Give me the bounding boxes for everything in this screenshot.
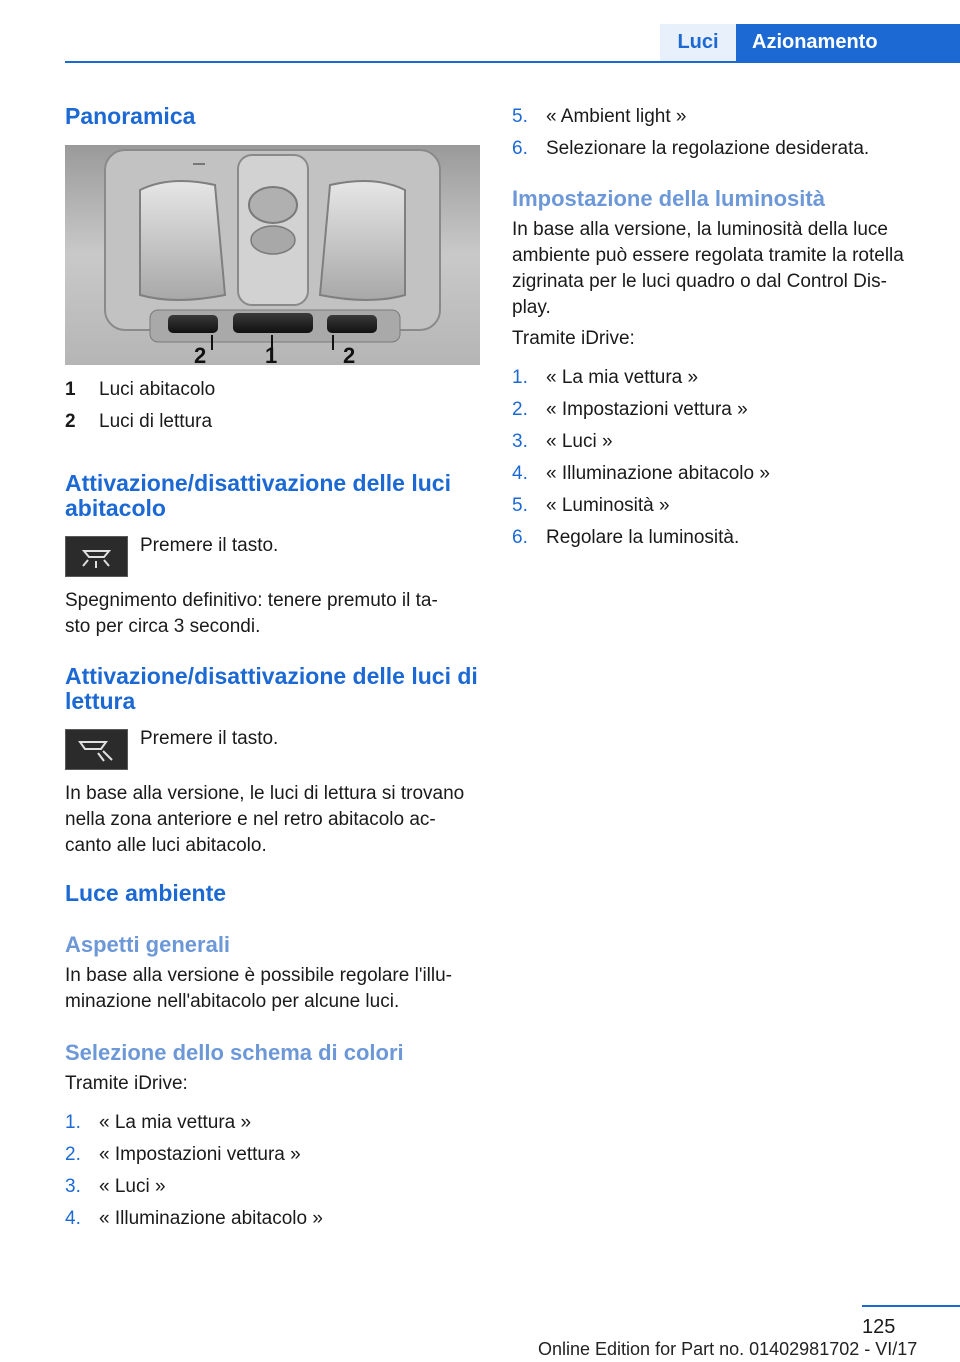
reading-light-para-line1: In base alla versione, le luci di lettura si trovano <box>65 783 465 804</box>
brightness-line4: play. <box>512 297 551 318</box>
reading-light-para-line3: canto alle luci abitacolo. <box>65 835 267 856</box>
cabin-lights-heading-line1: Attivazione/disattivazione delle luci <box>65 470 451 496</box>
photo-label-left: 2 <box>194 343 207 365</box>
general-aspects-heading: Aspetti generali <box>65 932 231 957</box>
page-number: 125 <box>862 1316 896 1338</box>
legend-text: Luci di lettura <box>99 411 213 432</box>
brightness-intro: Tramite iDrive: <box>512 328 635 349</box>
brightness-steps <box>512 365 952 557</box>
general-aspects-line1: In base alla versione è possibile regolare l'illu- <box>65 965 453 986</box>
header-chapter-tab: Azionamento <box>736 24 960 61</box>
dome-light-icon <box>66 537 127 576</box>
list-item: 1. « La mia vettura » <box>65 1112 252 1133</box>
photo-label-right: 2 <box>343 343 356 365</box>
list-item: 2. « Impostazioni vettura » <box>65 1144 301 1165</box>
list-item: 6. Selezionare la regolazione desiderata. <box>512 138 870 159</box>
cabin-lights-heading-line2: abitacolo <box>65 495 166 521</box>
reading-lights-heading-line2: lettura <box>65 688 136 714</box>
ceiling-light-panel-photo <box>65 145 480 365</box>
photo-label-center: 1 <box>265 343 278 365</box>
color-scheme-intro: Tramite iDrive: <box>65 1073 188 1094</box>
legend-text: Luci abitacolo <box>99 379 216 400</box>
list-item: 4. « Illuminazione abitacolo » <box>512 463 770 484</box>
list-item: 1. « La mia vettura » <box>512 367 699 388</box>
brightness-line1: In base alla versione, la luminosità della luce <box>512 219 888 240</box>
header-section-tab: Luci <box>660 24 736 61</box>
reading-light-button-icon <box>65 729 128 770</box>
brightness-heading: Impostazione della luminosità <box>512 186 825 211</box>
list-item: 6. Regolare la luminosità. <box>512 527 740 548</box>
list-item: 5. « Ambient light » <box>512 106 687 127</box>
ambient-light-heading: Luce ambiente <box>65 880 227 906</box>
panoramica-heading: Panoramica <box>65 103 196 129</box>
brightness-line3: zigrinata per le luci quadro o dal Control Dis- <box>512 271 887 292</box>
reading-light-instruction: Premere il tasto. <box>140 728 279 749</box>
reading-light-para-line2: nella zona anteriore e nel retro abitacolo ac- <box>65 809 436 830</box>
cabin-light-para-line1: Spegnimento definitivo: tenere premuto il ta- <box>65 590 438 611</box>
color-scheme-heading: Selezione dello schema di colori <box>65 1040 404 1065</box>
list-item: 2. « Impostazioni vettura » <box>512 399 748 420</box>
color-scheme-steps-continued <box>512 104 952 168</box>
cabin-light-instruction: Premere il tasto. <box>140 535 279 556</box>
reading-light-icon <box>66 730 127 769</box>
list-item: 3. « Luci » <box>512 431 613 452</box>
legend-number: 1 <box>65 379 76 400</box>
color-scheme-steps <box>65 1110 485 1238</box>
general-aspects-line2: minazione nell'abitacolo per alcune luci. <box>65 991 400 1012</box>
reading-lights-heading-line1: Attivazione/disattivazione delle luci di <box>65 663 478 689</box>
cabin-light-para-line2: sto per circa 3 secondi. <box>65 616 261 637</box>
brightness-line2: ambiente può essere regolata tramite la rotella <box>512 245 904 266</box>
edition-footer: Online Edition for Part no. 01402981702 - VI/17 <box>538 1339 918 1359</box>
legend-number: 2 <box>65 411 76 432</box>
list-item: 5. « Luminosità » <box>512 495 670 516</box>
list-item: 3. « Luci » <box>65 1176 166 1197</box>
cabin-light-button-icon <box>65 536 128 577</box>
footer-rule <box>862 1305 960 1307</box>
list-item: 4. « Illuminazione abitacolo » <box>65 1208 323 1229</box>
header-rule <box>65 61 960 63</box>
